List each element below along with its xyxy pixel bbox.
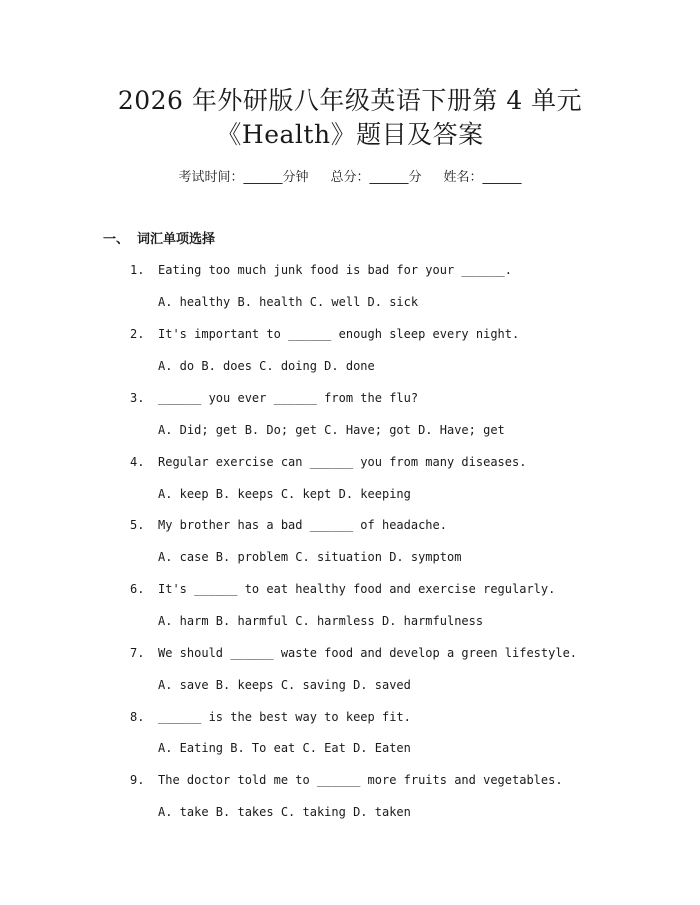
question-number: 2.: [130, 327, 145, 341]
question-1: [130, 261, 512, 279]
question-5-options: A. case B. problem C. situation D. symptom: [158, 550, 462, 564]
question-8: [130, 708, 411, 726]
question-6-options: A. harm B. harmful C. harmless D. harmfulness: [158, 614, 484, 628]
question-number: 5.: [130, 518, 145, 532]
question-number: 7.: [130, 646, 145, 660]
exam-info: [0, 168, 700, 188]
question-4: [130, 453, 526, 471]
question-number: 6.: [130, 582, 145, 596]
question-1-options: A. healthy B. health C. well D. sick: [158, 295, 419, 309]
section-heading: [103, 230, 215, 250]
question-6: [130, 580, 555, 598]
question-number: 4.: [130, 455, 145, 469]
document-title-line-1: 2026 年外研版八年级英语下册第 4 单元: [117, 86, 583, 115]
question-2: [130, 325, 519, 343]
exam-score-label: 总分：______分: [330, 170, 422, 185]
question-7-options: A. save B. keeps C. saving D. saved: [158, 678, 411, 692]
question-text: Eating too much junk food is bad for your ______.: [158, 263, 513, 277]
question-4-options: A. keep B. keeps C. kept D. keeping: [158, 487, 411, 501]
section-number: 一、: [103, 232, 130, 247]
question-text: The doctor told me to ______ more fruits and vegetables.: [158, 773, 563, 787]
question-number: 1.: [130, 263, 145, 277]
question-2-options: A. do B. does C. doing D. done: [158, 359, 375, 373]
question-text: My brother has a bad ______ of headache.: [158, 518, 447, 532]
question-9: [130, 771, 563, 789]
question-3-options: A. Did; get B. Do; get C. Have; got D. Have; get: [158, 423, 505, 437]
question-text: It's important to ______ enough sleep every night.: [158, 327, 520, 341]
question-8-options: A. Eating B. To eat C. Eat D. Eaten: [158, 741, 411, 755]
question-text: It's ______ to eat healthy food and exercise regularly.: [158, 582, 556, 596]
question-text: Regular exercise can ______ you from many diseases.: [158, 455, 527, 469]
question-number: 8.: [130, 710, 145, 724]
question-3: [130, 389, 418, 407]
question-9-options: A. take B. takes C. taking D. taken: [158, 805, 411, 819]
exam-name-label: 姓名：______: [443, 170, 522, 185]
question-text: ______ is the best way to keep fit.: [158, 710, 411, 724]
question-5: [130, 516, 447, 534]
question-number: 9.: [130, 773, 145, 787]
exam-time-label: 考试时间：______分钟: [178, 170, 309, 185]
document-title-line-2: 《Health》题目及答案: [216, 120, 484, 149]
question-number: 3.: [130, 391, 145, 405]
question-text: We should ______ waste food and develop a green lifestyle.: [158, 646, 578, 660]
section-title: 词汇单项选择: [137, 232, 216, 247]
question-7: [130, 644, 577, 662]
question-text: ______ you ever ______ from the flu?: [158, 391, 419, 405]
